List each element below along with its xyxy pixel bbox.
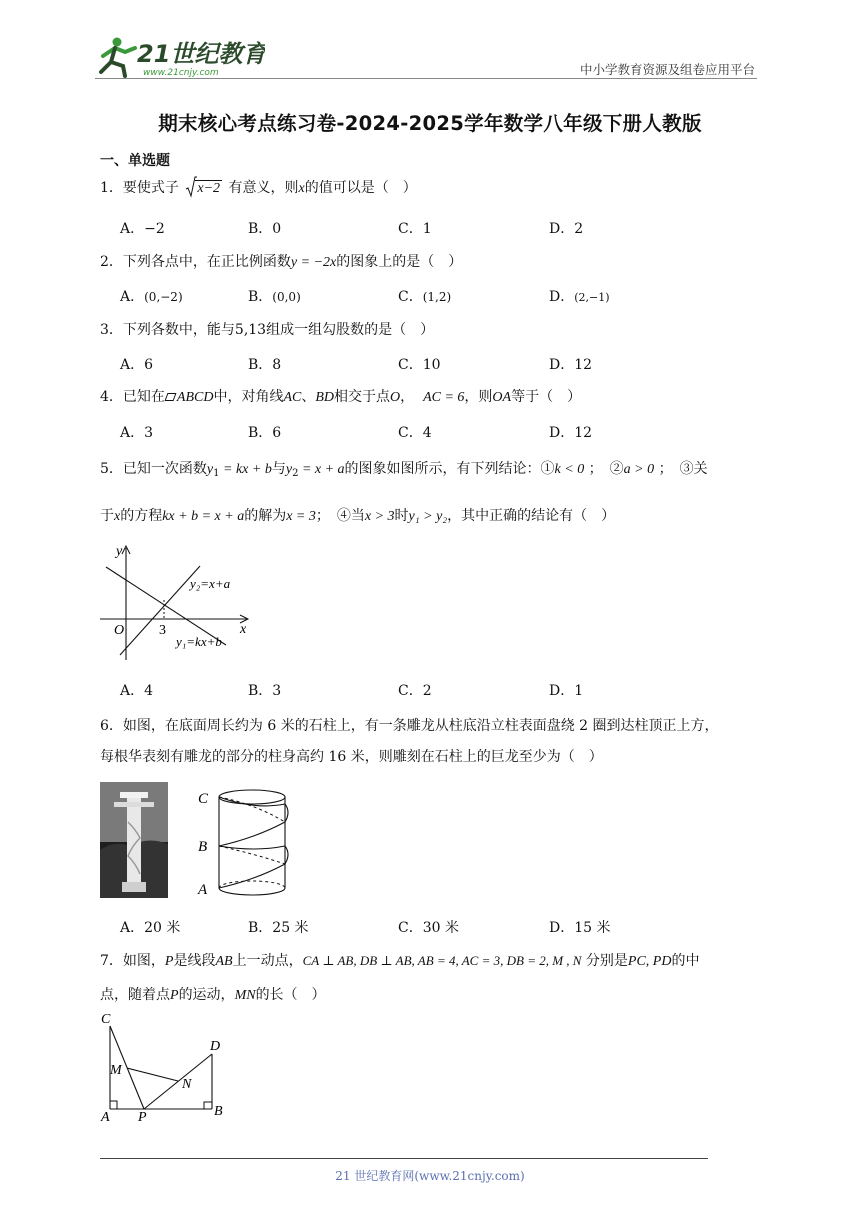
radical-icon [185,176,197,198]
x-label: x [240,622,247,637]
question-1: 1．要使式子 x−2 有意义，则x的值可以是（ ） [100,178,417,199]
q1-option-b[interactable]: B．0 [248,221,282,237]
q4-option-d[interactable]: D．12 [549,425,593,441]
line2-label: y₂=x+a [190,576,231,591]
question-3: 3．下列各数中，能与5,13组成一组勾股数的是（ ） [100,322,435,338]
q3-option-a[interactable]: A．6 [120,357,154,373]
q5-option-a[interactable]: A．4 [120,683,154,699]
page-title: 期末核心考点练习卷-2024-2025学年数学八年级下册人教版 [158,112,702,135]
q5-option-b[interactable]: B．3 [248,683,282,699]
header-divider [95,78,757,79]
platform-text: 中小学教育资源及组卷应用平台 [579,62,755,77]
label-c: C [101,1012,111,1027]
cylinder-diagram [195,784,295,906]
q5-option-d[interactable]: D．1 [549,683,584,699]
q5-option-c[interactable]: C．2 [398,683,432,699]
label-b: B [214,1104,223,1119]
label-c: C [198,791,209,807]
label-n: N [182,1077,192,1092]
q3-option-d[interactable]: D．12 [549,357,593,373]
sqrt-expression: x−2 [185,178,222,199]
q2-option-b[interactable]: B．(0,0) [248,289,301,305]
q2-option-d[interactable]: D．(2,−1) [549,289,610,305]
q2-option-c[interactable]: C．(1,2) [398,289,452,305]
line1-label: y₁=kx+b [176,634,222,649]
footer-text: 21 世纪教育网(www.21cnjy.com) [335,1169,525,1183]
question-7-line-1: 7．如图，P是线段AB上一动点，CA ⊥ AB, DB ⊥ AB, AB = 4, AC = 3, DB = 2, M , N 分别是PC, PD的中 [100,953,700,969]
q6-option-d[interactable]: D．15 米 [549,920,611,936]
label-b: B [198,839,208,855]
label-d: D [210,1039,221,1054]
q1-option-d[interactable]: D．2 [549,221,584,237]
parallelogram-icon [164,393,176,401]
logo-text: 21世纪教育 [137,40,265,68]
footer-divider [100,1158,708,1159]
question-5-line-1: 5．已知一次函数$y_1$ = kx + b与$y_2 = x + a$的图象如图所示，有下列结论：①k < 0 ； ②a > 0 ； ③关 [100,461,708,479]
q1-option-c[interactable]: C．1 [398,221,432,237]
q4-option-a[interactable]: A．3 [120,425,154,441]
label-p: P [138,1110,147,1125]
pillar-photo [100,782,168,898]
logo [95,34,265,80]
q6-option-c[interactable]: C．30 米 [398,920,459,936]
tick-3-label: 3 [159,623,166,638]
q2-option-a[interactable]: A．(0,−2) [120,289,183,305]
question-4: 4．已知在 ABCD中，对角线AC、BD相交于点O， AC = 6，则OA等于（ ） [100,389,582,405]
question-5-line-2: 于x的方程kx + b = x + a的解为x = 3； ④当x > 3时y₁ > y₂，其中正确的结论有（ ） [100,508,616,524]
label-m: M [110,1063,122,1078]
q4-option-c[interactable]: C．4 [398,425,432,441]
q5-graph [98,542,258,671]
label-a: A [198,882,208,898]
q6-option-a[interactable]: A．20 米 [120,920,181,936]
runner-icon [101,38,135,77]
q6-option-b[interactable]: B．25 米 [248,920,309,936]
q1-option-a[interactable]: A．−2 [120,221,165,237]
q7-diagram [98,1008,238,1130]
q4-option-b[interactable]: B．6 [248,425,282,441]
question-6-line-2: 每根华表刻有雕龙的部分的柱身高约 16 米，则雕刻在石柱上的巨龙至少为（ ） [100,749,603,765]
question-6-line-1: 6．如图，在底面周长约为 6 米的石柱上，有一条雕龙从柱底沿立柱表面盘绕 2 圈到达柱顶正上方， [100,718,719,734]
label-a: A [101,1110,110,1125]
question-7-line-2: 点，随着点P的运动，MN的长（ ） [100,987,326,1003]
origin-label: O [114,623,125,638]
question-2: 2．下列各点中，在正比例函数y = −2x的图象上的是（ ） [100,254,463,270]
q3-option-c[interactable]: C．10 [398,357,441,373]
y-label: y [116,544,123,559]
section-heading: 一、单选题 [100,153,170,169]
q3-option-b[interactable]: B．8 [248,357,282,373]
logo-url: www.21cnjy.com [143,68,219,78]
